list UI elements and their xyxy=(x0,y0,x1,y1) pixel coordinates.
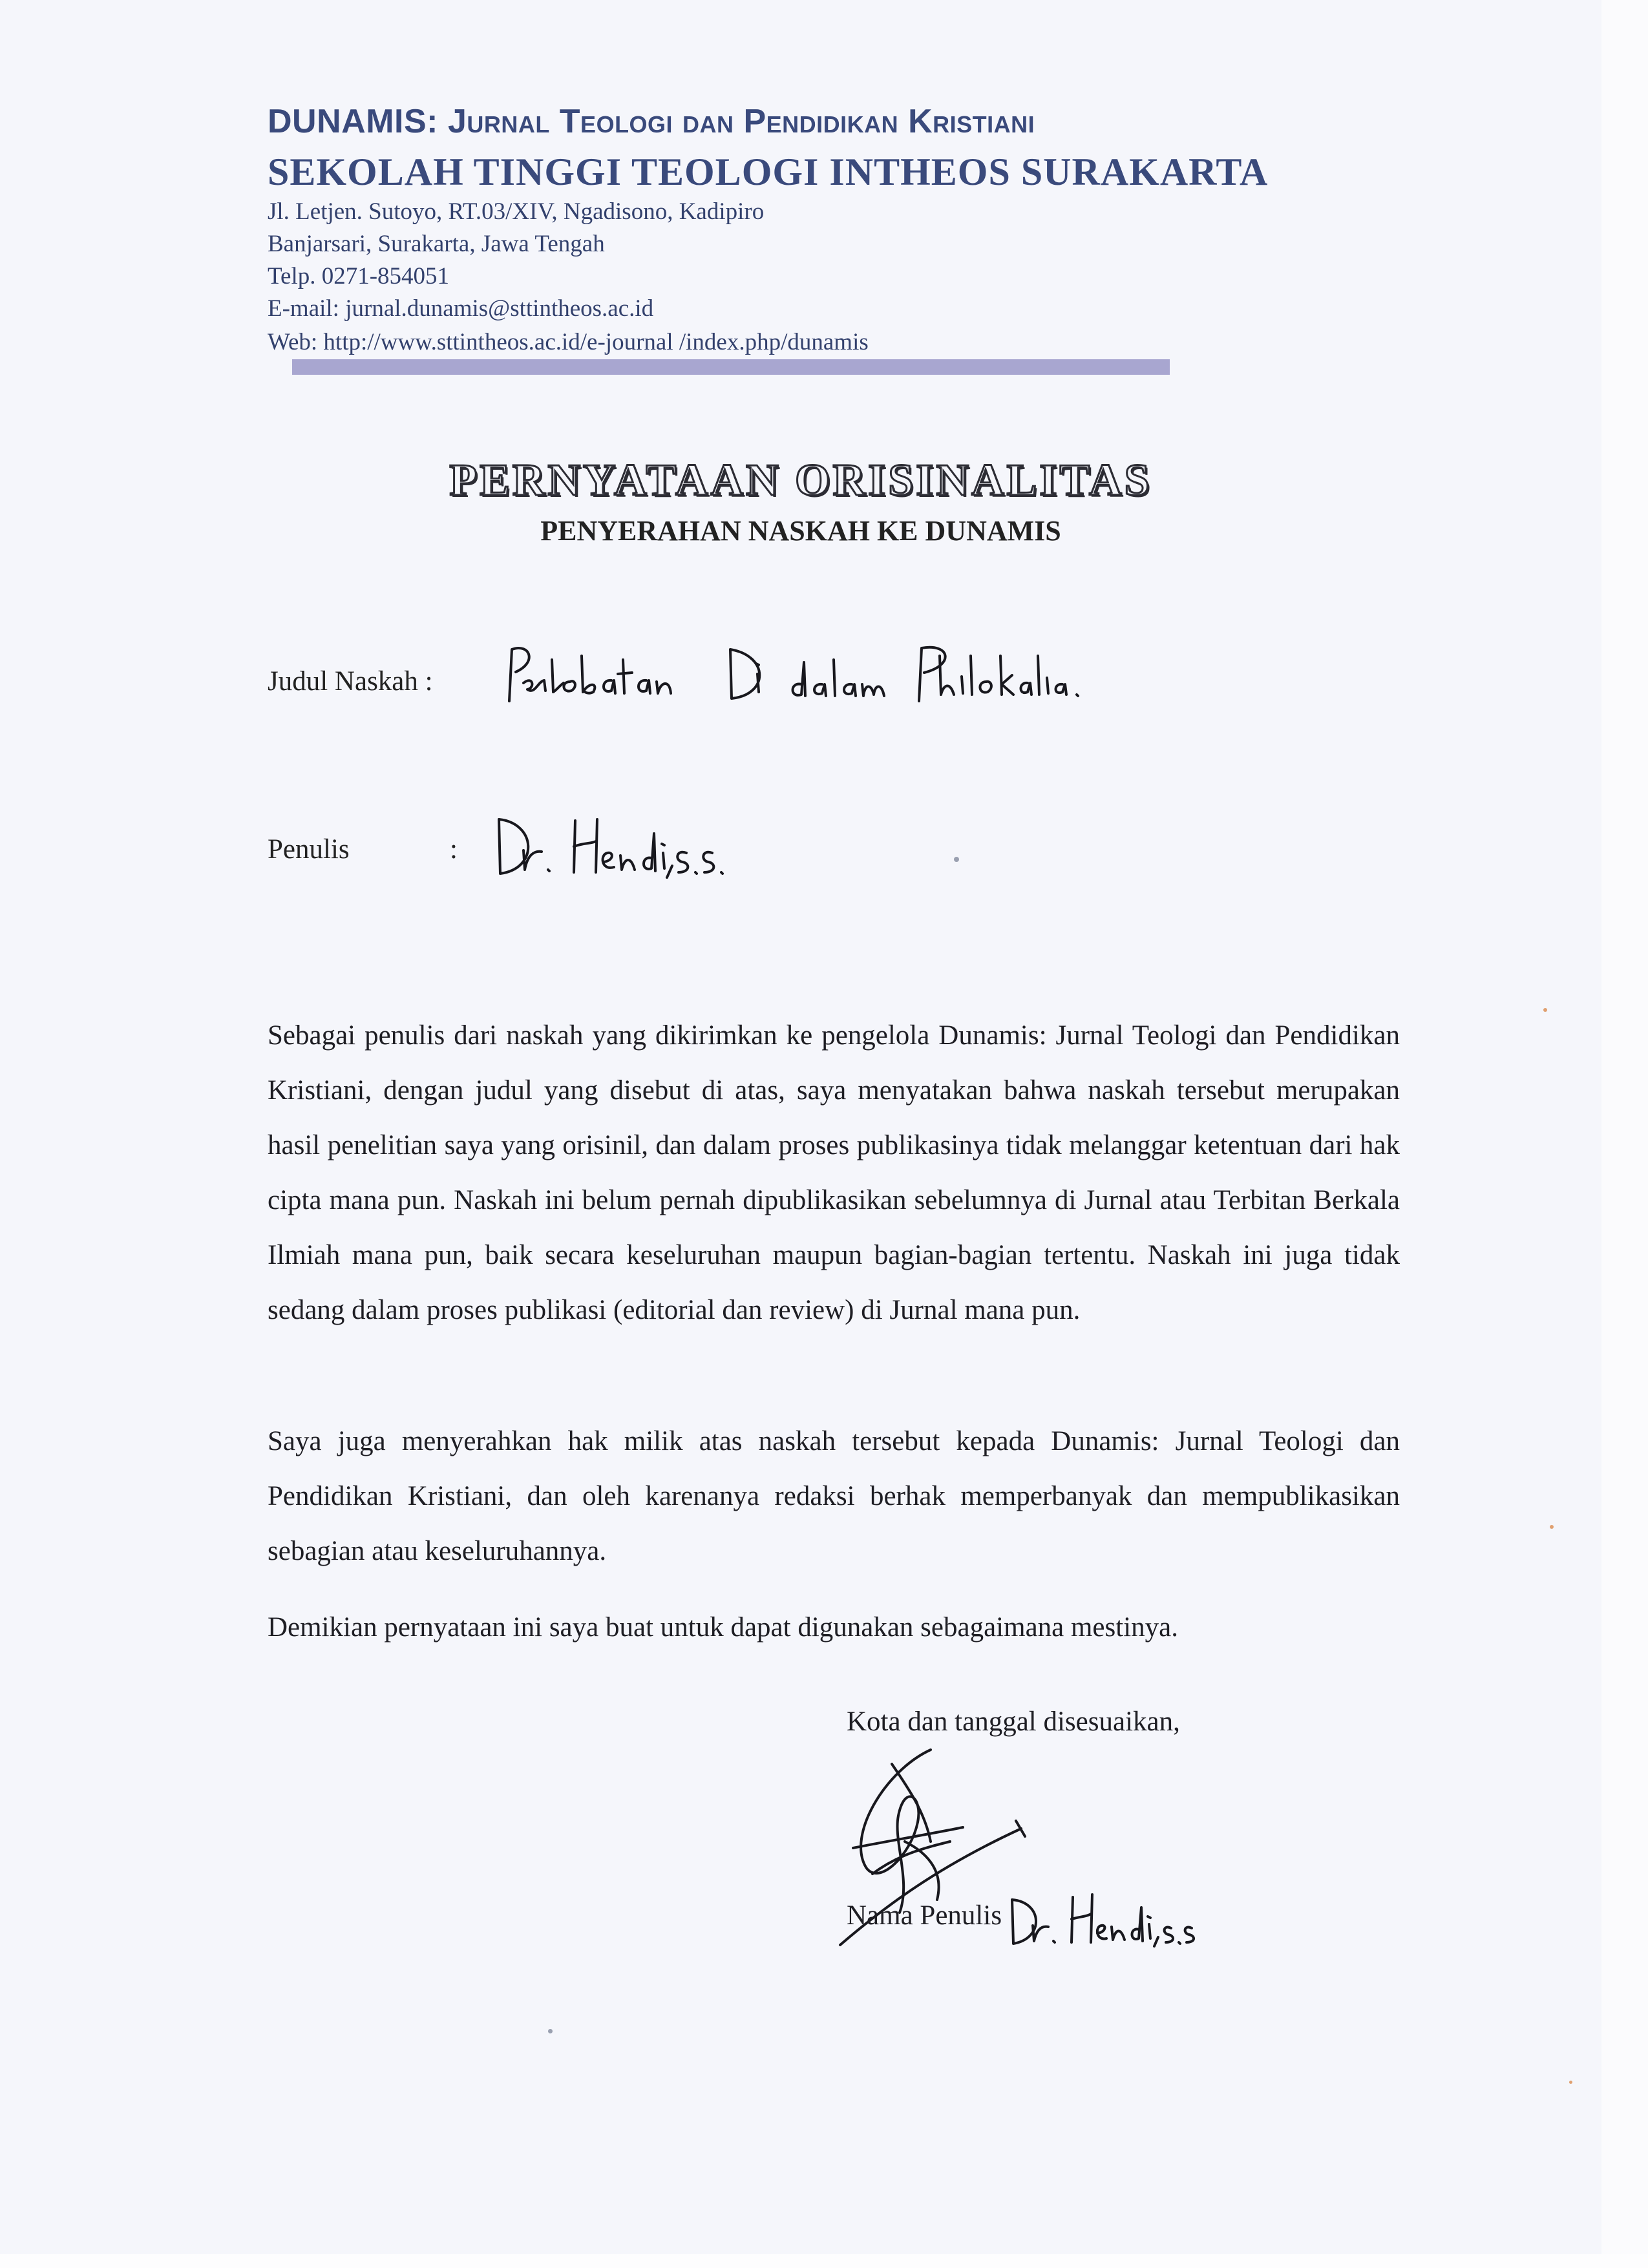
author-name-label: Nama Penulis xyxy=(847,1900,1002,1931)
manuscript-title-label: Judul Naskah : xyxy=(268,666,433,697)
scan-speck xyxy=(954,857,959,862)
document-subtitle: PENYERAHAN NASKAH KE DUNAMIS xyxy=(540,515,1061,547)
journal-name: Jurnal Teologi dan Pendidikan Kristiani xyxy=(447,103,1035,140)
author-handwriting xyxy=(494,810,726,881)
scan-speck xyxy=(548,2029,553,2033)
journal-prefix: DUNAMIS: xyxy=(268,103,438,140)
scan-edge xyxy=(1601,0,1648,2268)
statement-paragraph-3: Demikian pernyataan ini saya buat untuk dapat digunakan sebagaimana mestinya. xyxy=(268,1612,1178,1643)
journal-header xyxy=(268,102,1035,141)
statement-paragraph-1: Sebagai penulis dari naskah yang dikirimkan ke pengelola Dunamis: Jurnal Teologi dan Pendidikan Kristiani, dengan judul yang disebut di atas, saya menyatakan bahwa naskah tersebut merupakan hasil penelitian saya yang orisinil, dan dalam proses publikasinya tidak melanggar ketentuan dari hak cipta mana pun. Naskah ini belum pernah dipublikasikan sebelumnya di Jurnal atau Terbitan Berkala Ilmiah mana pun, baik secara keseluruhan maupun bagian-bagian tertentu. Naskah ini juga tidak sedang dalam proses publikasi (editorial dan review) di Jurnal mana pun. xyxy=(268,1020,1400,1325)
scan-speck xyxy=(1569,2081,1572,2084)
letterhead-rule xyxy=(292,359,1170,375)
scan-speck xyxy=(1543,1008,1547,1012)
web-line: Web: http://www.sttintheos.ac.id/e-journal /index.php/dunamis xyxy=(268,329,869,355)
scan-bottom-edge xyxy=(0,2254,1648,2268)
email-line: E-mail: jurnal.dunamis@sttintheos.ac.id xyxy=(268,295,654,322)
document-title: PERNYATAAN ORISINALITAS xyxy=(449,456,1152,505)
manuscript-title-handwriting xyxy=(498,636,1079,714)
statement-paragraph-2: Saya juga menyerahkan hak milik atas naskah tersebut kepada Dunamis: Jurnal Teologi dan Pendidikan Kristiani, dan oleh karenanya redaksi berhak memperbanyak dan mempublikasikan sebagian atau keseluruhannya. xyxy=(268,1426,1400,1566)
school-name: SEKOLAH TINGGI TEOLOGI INTHEOS SURAKARTA xyxy=(268,151,1269,193)
address-line-2: Banjarsari, Surakarta, Jawa Tengah xyxy=(268,231,605,257)
phone-line: Telp. 0271-854051 xyxy=(268,263,450,289)
address-line-1: Jl. Letjen. Sutoyo, RT.03/XIV, Ngadisono, Kadipiro xyxy=(268,198,765,225)
scan-speck xyxy=(1550,1525,1554,1529)
place-date: Kota dan tanggal disesuaikan, xyxy=(847,1706,1180,1737)
author-colon: : xyxy=(450,834,458,865)
author-label: Penulis xyxy=(268,834,350,865)
signed-name-handwriting xyxy=(1008,1887,1196,1948)
